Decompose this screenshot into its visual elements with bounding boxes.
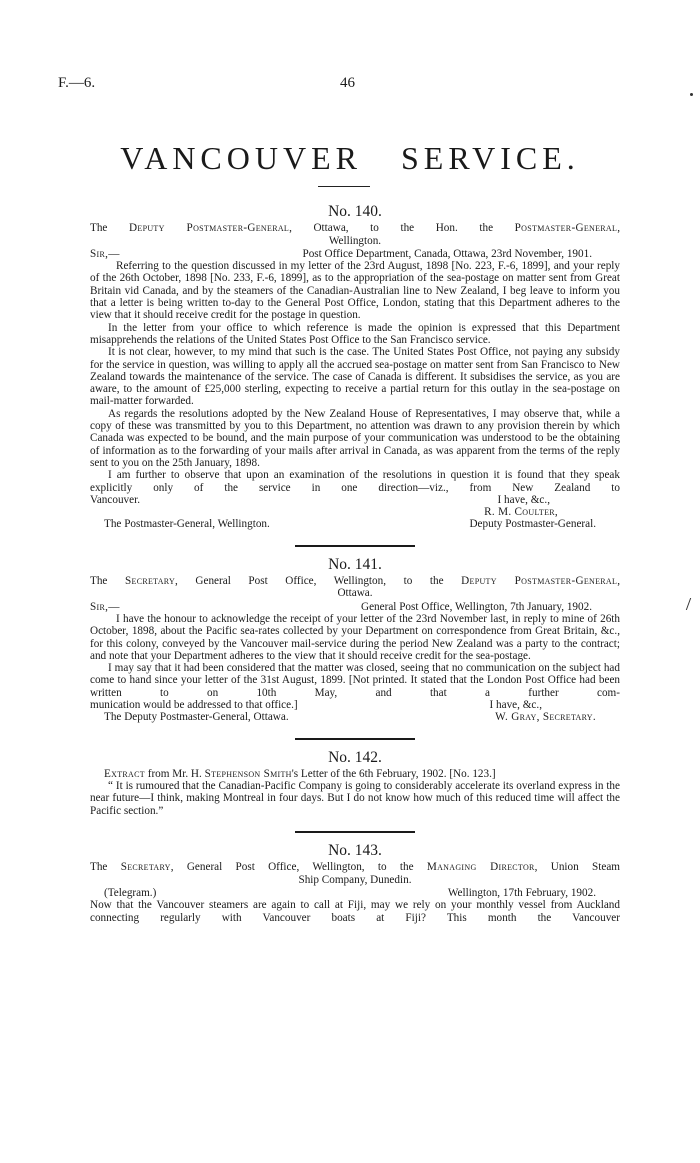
closing-row: [90, 518, 620, 530]
address-text: The: [90, 222, 129, 235]
letter-140: [90, 203, 620, 531]
margin-dot: [690, 93, 693, 96]
address-text: ,: [617, 222, 620, 235]
signatory: W. Gray, Secretary.: [495, 711, 596, 724]
paragraph: I have the honour to acknowledge the receipt of your letter of the 23rd November last, in reply to mine of 26th October, 1898, about the Pacific sea-rates collected by your Department on correspondence from Great Britain, &c., for this colony, conveyed by the Vancouver mail-service during the period New Zealand was a party to the contract; and note that your Department adheres to the view that it should receive credit for the sea-postage.: [90, 612, 620, 662]
address-text: , Ottawa, to the Hon. the: [289, 222, 515, 235]
address-text: , Union Steam: [534, 861, 620, 874]
telegram-label: (Telegram.): [104, 886, 157, 899]
closing-row: [90, 711, 620, 723]
letter-address: [90, 575, 620, 587]
extract-line: [90, 768, 620, 780]
addressee-line: The Deputy Postmaster-General, Ottawa.: [104, 711, 289, 724]
extract-text: from Mr. H.: [144, 767, 205, 780]
address-title: Deputy Postmaster-General: [461, 575, 618, 588]
letter-address: [90, 222, 620, 234]
page-title: VANCOUVER SERVICE.: [120, 140, 580, 176]
address-text: The: [90, 861, 121, 874]
document-reference: F.—6.: [58, 75, 96, 91]
letter-143: [90, 842, 620, 924]
address-text: The: [90, 575, 125, 588]
section-divider: [295, 831, 415, 833]
letter-141: [90, 555, 620, 724]
section-divider: [295, 545, 415, 547]
letter-address: [90, 861, 620, 873]
address-title: Secretary: [120, 861, 171, 874]
address-title: Postmaster-General: [514, 222, 618, 235]
telegram-row: [90, 887, 620, 899]
margin-mark: [686, 598, 697, 610]
extract-author: Stephenson Smith: [204, 767, 292, 780]
page-number: 46: [340, 75, 355, 91]
paragraph: I am further to observe that upon an examination of the resolutions in question it is found that they speak explicitly only of the service in one direction—viz., from New Zealand to: [90, 469, 620, 494]
place-date: Wellington, 17th February, 1902.: [447, 886, 596, 899]
salutation-row: [90, 601, 620, 613]
title-rule: [318, 186, 370, 187]
signatory-row: [90, 506, 620, 518]
address-title: Secretary: [124, 575, 176, 588]
letter-number: No. 140.: [328, 203, 382, 220]
sign-off: I have, &c.,: [497, 493, 550, 506]
extract-label: Extract: [104, 767, 145, 780]
sign-off-row: [90, 699, 620, 711]
paragraph: Referring to the question discussed in my letter of the 23rd August, 1898 [No. 223, F.-6, 1899], and your reply of the 26th October, 1898 [No. 233, F.-6, 1899], as to the appropriation of the sea-postage on matter sent from Great Britain vid Canada, and by the steamers of the Canadian-Australian line to New Zealand, I beg leave to inform you that a letter is being written to-day to the General Post Office, London, stating that this Department adheres to the view that it should receive credit for the postage in question.: [90, 260, 620, 322]
final-line: munication would be addressed to that office.]: [90, 698, 298, 711]
address-text: , General Post Office, Wellington, to the: [170, 861, 427, 874]
sign-off: I have, &c.,: [489, 698, 542, 711]
section-divider: [295, 738, 415, 740]
salutation: Sir,—: [90, 600, 120, 613]
address-title: Deputy Postmaster-General: [129, 222, 290, 235]
address-continuation: Wellington.: [328, 234, 382, 247]
place-date: General Post Office, Wellington, 7th January, 1902.: [361, 600, 592, 613]
address-text: , General Post Office, Wellington, to the: [175, 575, 462, 588]
final-line: Vancouver.: [90, 493, 141, 506]
salutation-row: [90, 248, 620, 260]
letter-number: No. 141.: [328, 555, 382, 573]
paragraph: Now that the Vancouver steamers are again to call at Fiji, may we rely on your monthly vessel from Auckland connecting regularly with Vancouver boats at Fiji? This month the Vancouver: [90, 899, 620, 924]
address-continuation: Ship Company, Dunedin.: [298, 873, 412, 886]
paragraph: It is not clear, however, to my mind that such is the case. The United States Post Office, not paying any subsidy for the service in question, was willing to apply all the accrued sea-postage on matter sent from San Francisco to New Zealand towards the maintenance of the service. The case of Canada is different. It subsidises the service, as you are aware, to the amount of £25,000 sterling, expecting to receive a partial return for this outlay in the sea-postage on mail-matter forwarded.: [90, 346, 620, 408]
letter-142: [90, 748, 620, 817]
letter-number: No. 143.: [328, 842, 382, 860]
place-date: Post Office Department, Canada, Ottawa, 23rd November, 1901.: [302, 247, 592, 260]
quoted-text: “ It is rumoured that the Canadian-Pacific Company is going to considerably accelerate its overland express in the near future—I think, making Montreal in four days. But I do not know how much of this reduced time will affect the Pacific section.”: [90, 780, 620, 817]
salutation: Sir,—: [90, 247, 120, 260]
address-text: ,: [617, 575, 620, 588]
address-title: Managing Director: [426, 861, 535, 874]
signatory: R. M. Coulter,: [484, 506, 558, 519]
paragraph: As regards the resolutions adopted by the New Zealand House of Representatives, I may observe that, while a copy of these was transmitted by you to this Department, no attention was drawn to any provision therein by which Canada was expected to be bound, and the main purpose of your communication was understood to be the obtaining of information as to the forwarding of your mails after arrival in Canada, as was apparent from the terms of the reply sent to you on the 25th January, 1898.: [90, 407, 620, 469]
paragraph: In the letter from your office to which reference is made the opinion is expressed that this Department misapprehends the relations of the United States Post Office to the San Francisco service.: [90, 321, 620, 346]
extract-text: 's Letter of the 6th February, 1902. [No. 123.]: [291, 767, 496, 780]
address-continuation: Ottawa.: [337, 587, 373, 600]
addressee-line: The Postmaster-General, Wellington.: [104, 518, 270, 531]
sign-off-row: [90, 494, 620, 506]
body-text: [90, 200, 620, 924]
signatory-title: Deputy Postmaster-General.: [469, 518, 596, 531]
letter-number: No. 142.: [328, 748, 382, 766]
paragraph: I may say that it had been considered that the matter was closed, seeing that no communication on the subject had come to hand since your letter of the 31st August, 1899. [Not printed. It stated that the London Post Office had been written to on 10th May, and that a further com-: [90, 662, 620, 699]
